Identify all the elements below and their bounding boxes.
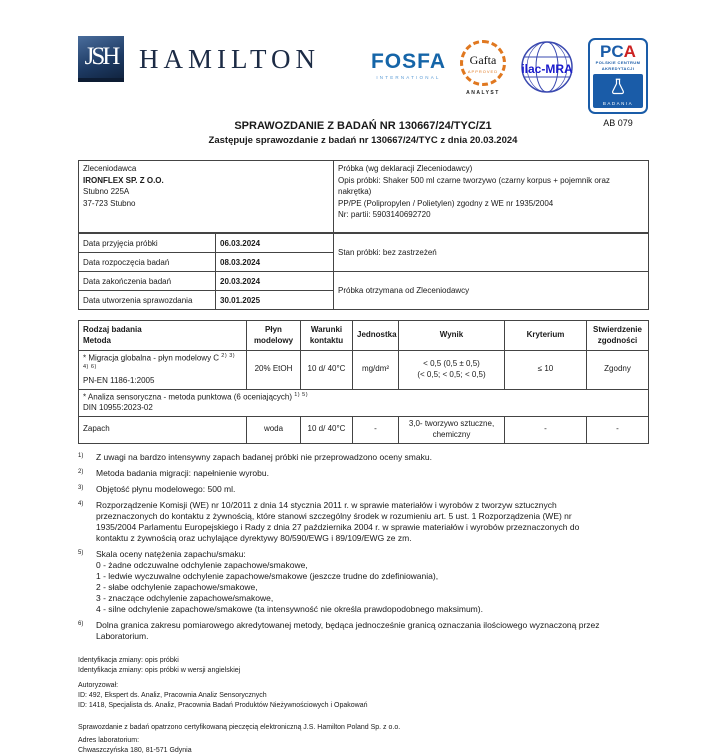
test-name xyxy=(83,353,242,376)
column-header-result: Wynik xyxy=(399,321,505,351)
sample-state: Stan próbki: bez zastrzeżeń xyxy=(334,234,649,272)
date-label: Data zakończenia badań xyxy=(79,272,216,291)
footnote-1 xyxy=(78,452,648,463)
footnote-line: Laboratorium. xyxy=(96,631,149,642)
footnote-line: Objętość płynu modelowego: 500 ml. xyxy=(96,483,236,494)
sensory-test-cell xyxy=(79,389,649,416)
footer-block xyxy=(78,723,648,756)
footnote-6 xyxy=(78,620,648,642)
header-line: Rodzaj badania xyxy=(83,325,142,335)
pca-badge-box xyxy=(588,38,648,114)
result-row-sensory-header xyxy=(79,389,649,416)
table-row xyxy=(79,272,649,291)
pca-badania-label: BADANIA xyxy=(602,101,634,107)
unit: mg/dm² xyxy=(353,351,399,390)
authorized-label: Autoryzował: xyxy=(78,681,119,689)
fosfa-wordmark: FOSFA xyxy=(370,50,446,73)
lab-address-label: Adres laboratorium: xyxy=(78,737,140,745)
header-line: Metoda xyxy=(83,335,111,345)
date-label: Data przyjęcia próbki xyxy=(79,234,216,253)
test-name xyxy=(83,392,644,403)
criterion: - xyxy=(505,416,587,443)
lab-report-document xyxy=(78,28,648,756)
table-row xyxy=(79,161,649,233)
contact-conditions: 10 d/ 40°C xyxy=(301,351,353,390)
fosfa-logo xyxy=(371,50,446,80)
footnote-number: 6) xyxy=(78,621,84,628)
gafta-logo xyxy=(460,40,506,96)
footnote-line: przeznaczonych do kontaktu z żywnością, które stanowi szczególny środek w rozumieniu art. 5 ust. 1 Rozporządzenia (WE) nr xyxy=(96,510,572,521)
footnote-refs: 2) 3) 4) 6) xyxy=(83,353,236,371)
footnote-line: 2 - słabe odchylenie zapachowe/smakowe, xyxy=(96,582,258,593)
date-value: 08.03.2024 xyxy=(216,253,334,272)
test-method: PN-EN 1186-1:2005 xyxy=(83,375,155,385)
footnote-3 xyxy=(78,484,648,495)
footnote-4 xyxy=(78,500,648,544)
date-label: Data rozpoczęcia badań xyxy=(79,253,216,272)
change-id-line2: Identyfikacja zmiany: opis próbki w wersji angielskiej xyxy=(78,667,241,675)
footnote-number: 2) xyxy=(78,468,84,475)
hamilton-logo xyxy=(78,36,320,82)
sample-label: Próbka (wg deklaracji Zleceniodawcy) xyxy=(338,164,473,173)
header-line: kontaktu xyxy=(309,335,344,345)
gafta-approved-label: APPROVED xyxy=(467,68,499,74)
footnote-line: Rozporządzenie Komisji (WE) nr 10/2011 z dnia 14 stycznia 2011 r. w sprawie materiałów i wyrobów z tworzyw sztucznych xyxy=(96,499,557,510)
footnote-text xyxy=(96,484,235,495)
ilac-mra-wordmark: ilac-MRA xyxy=(521,62,573,76)
column-header-conformity xyxy=(587,321,649,351)
accreditation-number: AB 079 xyxy=(603,118,633,129)
footnote-line: Skala oceny natężenia zapachu/smaku: xyxy=(96,548,246,559)
footnote-number: 5) xyxy=(78,549,84,556)
test-name-text: * Migracja globalna - płyn modelowy C xyxy=(83,353,220,363)
test-method: DIN 10955:2023-02 xyxy=(83,403,153,413)
footnote-line: Metoda badania migracji: napełnienie wyrobu. xyxy=(96,467,269,478)
report-title: SPRAWOZDANIE Z BADAŃ NR 130667/24/TYC/Z1 xyxy=(234,120,492,132)
fosfa-subtitle: INTERNATIONAL xyxy=(376,75,441,80)
authorizer-1: ID: 492, Ekspert ds. Analiz, Pracownia Analiz Sensorycznych xyxy=(78,691,267,699)
result-value xyxy=(399,416,505,443)
ilac-mra-logo xyxy=(520,40,574,94)
results-table xyxy=(78,320,649,444)
column-header-test-type xyxy=(79,321,247,351)
footnote-line: 3 - znaczące odchylenie zapachowe/smakowe, xyxy=(96,593,274,604)
date-value: 20.03.2024 xyxy=(216,272,334,291)
model-fluid: woda xyxy=(247,416,301,443)
dates-table xyxy=(78,233,649,310)
sample-origin: Próbka otrzymana od Zleceniodawcy xyxy=(334,272,649,310)
unit: - xyxy=(353,416,399,443)
footnotes-section xyxy=(78,452,648,643)
pca-wordmark xyxy=(593,43,643,60)
footnote-text xyxy=(96,500,579,544)
change-identification-block xyxy=(78,656,648,711)
result-row-odour xyxy=(79,416,649,443)
hamilton-wordmark: HAMILTON xyxy=(139,43,321,74)
footnote-number: 1) xyxy=(78,452,84,459)
date-value: 30.01.2025 xyxy=(216,291,334,310)
contact-conditions: 10 d/ 40°C xyxy=(301,416,353,443)
column-header-contact-conditions xyxy=(301,321,353,351)
footnote-2 xyxy=(78,468,648,479)
column-header-unit: Jednostka xyxy=(353,321,399,351)
sample-description: Opis próbki: Shaker 500 ml czarne tworzywo (czarny korpus + pojemnik oraz nakrętka) xyxy=(338,175,610,197)
test-name-cell xyxy=(79,351,247,390)
footnote-text xyxy=(96,452,432,463)
pca-caption-line2: AKREDYTACJI xyxy=(601,65,635,71)
result-line: (< 0,5; < 0,5; < 0,5) xyxy=(417,369,486,379)
sample-batch-number: Nr: partii: 5903140692720 xyxy=(338,210,431,220)
test-name-text: * Analiza sensoryczna - metoda punktowa (6 oceniających) xyxy=(83,392,292,402)
sample-material: PP/PE (Polipropylen / Polietylen) zgodny z WE nr 1935/2004 xyxy=(338,198,554,208)
footnote-refs: 1) 5) xyxy=(294,391,309,398)
client-address-line2: 37-723 Stubno xyxy=(83,198,136,208)
footnote-line: 1 - ledwie wyczuwalne odchylenie zapachowe/smakowe (jeszcze trudne do zdefiniowania), xyxy=(96,570,439,581)
model-fluid: 20% EtOH xyxy=(247,351,301,390)
pca-caption-line1: POLSKIE CENTRUM xyxy=(595,60,641,65)
gafta-wordmark: Gafta xyxy=(469,52,497,67)
footnote-line: kontaktu z żywnością oraz uchylające dyrektywy 80/590/EWG i 89/109/EWG ze zm. xyxy=(96,532,412,543)
column-header-criterion: Kryterium xyxy=(505,321,587,351)
electronic-seal-note: Sprawozdanie z badań opatrzono certyfikowaną pieczęcią elektroniczną J.S. Hamilton Poland Sp. z o.o. xyxy=(78,723,401,731)
test-name: Zapach xyxy=(79,416,247,443)
client-address-line1: Stubno 225A xyxy=(83,187,130,197)
footnote-text xyxy=(96,549,483,615)
report-subtitle: Zastępuje sprawozdanie z badań nr 130667/24/TYC z dnia 20.03.2024 xyxy=(208,135,518,146)
header-line: Warunki xyxy=(310,325,343,335)
client-cell xyxy=(79,161,334,233)
certification-logos xyxy=(371,38,648,128)
jsh-initials: JSH xyxy=(84,43,118,70)
result-line: chemiczny xyxy=(432,429,471,439)
conformity-statement: Zgodny xyxy=(587,351,649,390)
gafta-analyst-label: ANALYST xyxy=(466,90,500,96)
header-line: Stwierdzenie xyxy=(593,325,642,335)
footnote-line: Dolna granica zakresu pomiarowego akredytowanej metody, będąca jednocześnie granicą oznaczania ilościowego wyznaczoną przez xyxy=(96,620,600,631)
header-line: zgodności xyxy=(597,335,638,345)
table-row xyxy=(79,234,649,253)
result-line: 3,0- tworzywo sztuczne, xyxy=(408,418,495,428)
client-label: Zleceniodawca xyxy=(83,164,137,173)
result-row-migration xyxy=(79,351,649,390)
results-header-row xyxy=(79,321,649,351)
flask-icon xyxy=(609,77,627,95)
header-line: Płyn xyxy=(265,325,282,335)
pca-flask-badge xyxy=(593,74,643,108)
pca-logo xyxy=(588,38,648,128)
date-label: Data utworzenia sprawozdania xyxy=(79,291,216,310)
footnote-line: 0 - żadne odczuwalne odchylenie zapachowe/smakowe, xyxy=(96,559,308,570)
result-line: < 0,5 (0,5 ± 0,5) xyxy=(423,359,480,369)
sample-cell xyxy=(334,161,649,233)
footnote-text xyxy=(96,620,600,642)
pca-letter-a: A xyxy=(623,42,636,61)
footnote-number: 3) xyxy=(78,484,84,491)
footnote-5 xyxy=(78,549,648,615)
authorizer-2: ID: 1418, Specjalista ds. Analiz, Pracownia Badań Produktów Nieżywnościowych i Opakowań xyxy=(78,701,368,709)
lab-address: Chwaszczyńska 180, 81-571 Gdynia xyxy=(78,747,192,755)
footnote-text xyxy=(96,468,269,479)
pca-letters-pc: PC xyxy=(600,42,624,61)
jsh-monogram-icon xyxy=(78,36,124,82)
change-id-line1: Identyfikacja zmiany: opis próbki xyxy=(78,657,179,665)
gafta-wreath-icon xyxy=(460,40,506,86)
client-sample-table xyxy=(78,160,649,233)
footnote-line: 4 - silne odchylenie zapachowe/smakowe (ta intensywność nie określa prawdopodobnego maksimum). xyxy=(96,604,483,615)
client-name: IRONFLEX SP. Z O.O. xyxy=(83,175,164,185)
column-header-model-fluid xyxy=(247,321,301,351)
footnote-number: 4) xyxy=(78,500,84,507)
date-value: 06.03.2024 xyxy=(216,234,334,253)
conformity-statement: - xyxy=(587,416,649,443)
header-line: modelowy xyxy=(253,335,294,345)
footnote-line: Z uwagi na bardzo intensywny zapach badanej próbki nie przeprowadzono oceny smaku. xyxy=(96,451,432,462)
criterion: ≤ 10 xyxy=(505,351,587,390)
result-value xyxy=(399,351,505,390)
footnote-line: 1935/2004 Parlamentu Europejskiego i Rady z dnia 27 października 2004 r. w sprawie materiałów i wyrobów przeznaczonych do xyxy=(96,521,580,532)
